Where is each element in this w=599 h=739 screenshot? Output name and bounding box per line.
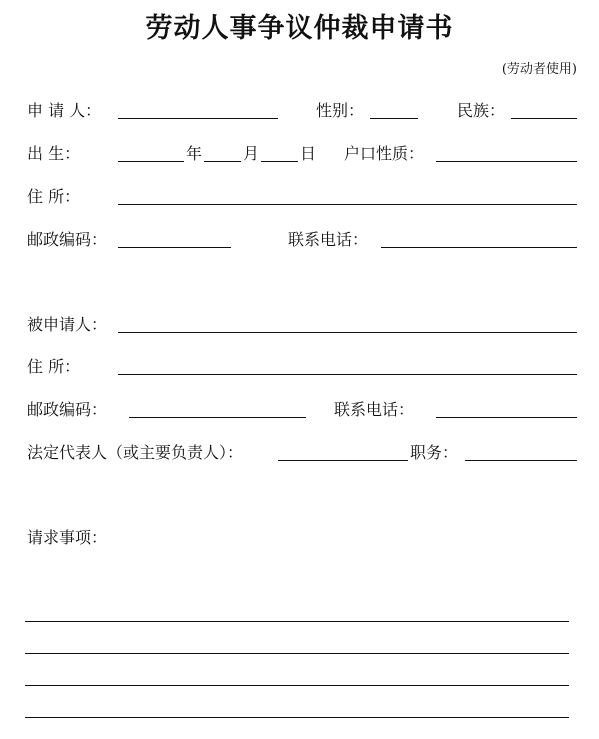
respondent-name-field[interactable] <box>118 332 577 333</box>
claims-line[interactable] <box>25 717 569 718</box>
month-label: 月 <box>243 144 260 163</box>
applicant-phone-field[interactable] <box>381 247 577 248</box>
respondent-name-label: 被申请人： <box>27 315 108 334</box>
birth-month-field[interactable] <box>204 161 241 162</box>
applicant-phone-label: 联系电话： <box>288 230 369 249</box>
gender-label: 性别： <box>316 101 365 120</box>
day-label: 日 <box>300 144 317 163</box>
respondent-address-label: 住 所： <box>27 357 81 376</box>
gender-field[interactable] <box>370 118 418 119</box>
year-label: 年 <box>186 144 203 163</box>
hukou-label: 户口性质： <box>344 144 425 163</box>
document-title: 劳动人事争议仲裁申请书 <box>145 13 454 44</box>
applicant-postcode-field[interactable] <box>118 247 231 248</box>
claims-line[interactable] <box>25 653 569 654</box>
legal-rep-field[interactable] <box>278 460 408 461</box>
position-label: 职务： <box>410 443 459 462</box>
birth-year-field[interactable] <box>118 161 184 162</box>
claims-label: 请求事项： <box>27 528 108 547</box>
applicant-name-field[interactable] <box>118 118 278 119</box>
applicant-name-label: 申 请 人： <box>27 101 102 120</box>
respondent-phone-label: 联系电话： <box>334 400 415 419</box>
applicant-address-label: 住 所： <box>27 187 81 206</box>
respondent-postcode-label: 邮政编码： <box>27 400 108 419</box>
legal-rep-label: 法定代表人（或主要负责人）： <box>27 443 244 462</box>
usage-note: (劳动者使用) <box>501 62 577 77</box>
birth-day-field[interactable] <box>261 161 298 162</box>
respondent-address-field[interactable] <box>118 374 577 375</box>
claims-line[interactable] <box>25 685 569 686</box>
ethnicity-field[interactable] <box>511 118 577 119</box>
applicant-address-field[interactable] <box>118 204 577 205</box>
hukou-field[interactable] <box>436 161 577 162</box>
claims-line[interactable] <box>25 621 569 622</box>
applicant-postcode-label: 邮政编码： <box>27 230 108 249</box>
ethnicity-label: 民族： <box>457 101 506 120</box>
respondent-postcode-field[interactable] <box>129 417 306 418</box>
position-field[interactable] <box>465 460 577 461</box>
respondent-phone-field[interactable] <box>436 417 577 418</box>
birth-label: 出 生： <box>27 144 81 163</box>
